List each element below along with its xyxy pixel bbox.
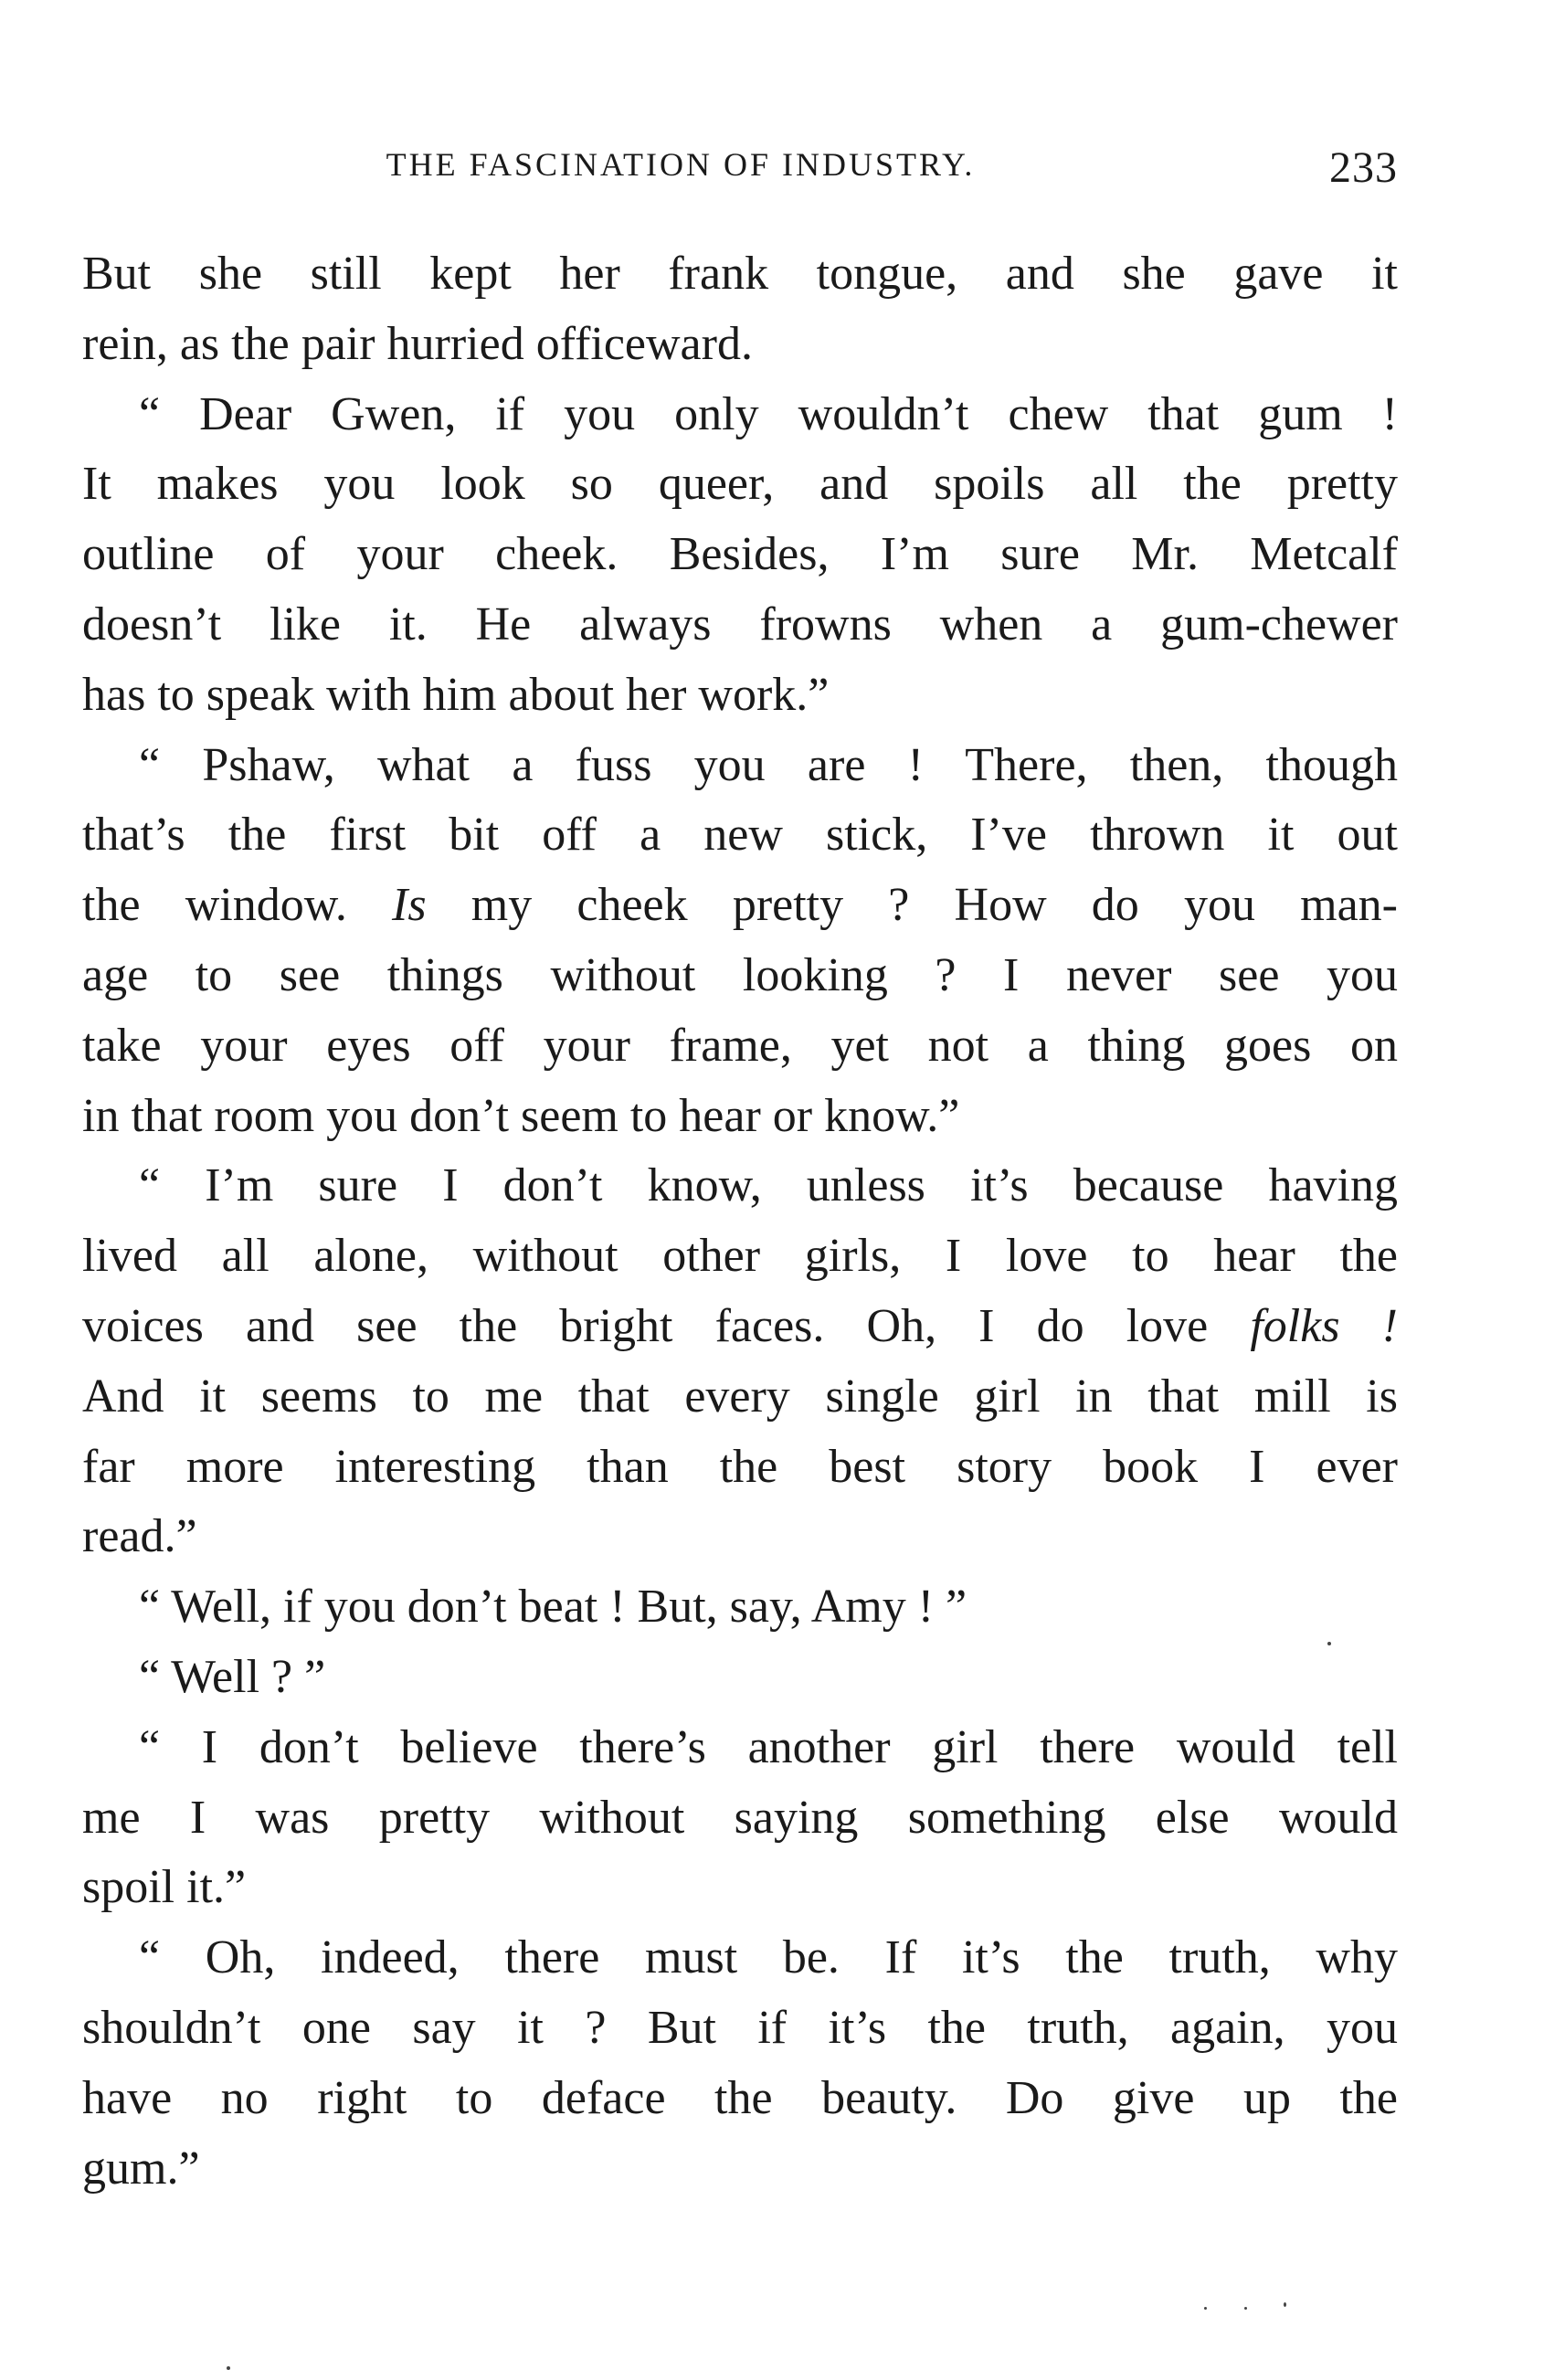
- text-line: the window. Is my cheek pretty ? How do you man-: [82, 879, 1398, 932]
- text-line: voices and see the bright faces. Oh, I do love folks !: [82, 1299, 1398, 1352]
- scan-speck: [1204, 2307, 1207, 2310]
- running-title: THE FASCINATION OF INDUSTRY.: [386, 146, 976, 183]
- text-line: outline of your cheek. Besides, I’m sure Mr. Metcalf: [82, 528, 1398, 581]
- text-line: shouldn’t one say it ? But if it’s the truth, again, you: [82, 2001, 1398, 2054]
- italic-emphasis: Is: [392, 879, 427, 932]
- text-line: But she still kept her frank tongue, and she gave it: [82, 248, 1398, 300]
- text-line: that’s the first bit off a new stick, I’ve thrown it out: [82, 809, 1398, 862]
- text-line: And it seems to me that every single girl in that mill is: [82, 1370, 1398, 1423]
- text-line: far more interesting than the best story book I ever: [82, 1440, 1398, 1493]
- text-line: rein, as the pair hurried officeward.: [82, 317, 753, 370]
- text-line: “ Well ? ”: [139, 1650, 326, 1703]
- scan-speck: [1244, 2307, 1247, 2310]
- text-line: spoil it.”: [82, 1861, 247, 1914]
- italic-emphasis: folks !: [1250, 1299, 1398, 1352]
- text-line: “ Pshaw, what a fuss you are ! There, then, though: [139, 738, 1398, 791]
- running-head: [82, 137, 1398, 192]
- text-line: “ Dear Gwen, if you only wouldn’t chew that gum !: [139, 387, 1398, 440]
- text-line: It makes you look so queer, and spoils all the pretty: [82, 458, 1398, 511]
- text-line: me I was pretty without saying something else would: [82, 1791, 1398, 1844]
- text-line: in that room you don’t seem to hear or know.”: [82, 1089, 960, 1142]
- text-line: have no right to deface the beauty. Do give up the: [82, 2071, 1398, 2124]
- scan-speck: [227, 2366, 230, 2370]
- text-line: “ Oh, indeed, there must be. If it’s the truth, why: [139, 1931, 1398, 1984]
- text-line: age to see things without looking ? I never see you: [82, 948, 1398, 1001]
- text-line: “ I’m sure I don’t know, unless it’s because having: [139, 1159, 1398, 1212]
- text-line: lived all alone, without other girls, I love to hear the: [82, 1230, 1398, 1283]
- page-number: 233: [1329, 143, 1398, 192]
- text-line: has to speak with him about her work.”: [82, 668, 830, 721]
- scan-speck: [1284, 2302, 1286, 2307]
- text-line: take your eyes off your frame, yet not a thing goes on: [82, 1019, 1398, 1072]
- scan-speck: [1327, 1642, 1331, 1645]
- body-text: [82, 239, 1398, 2204]
- text-line: “ I don’t believe there’s another girl there would tell: [139, 1720, 1398, 1773]
- text-line: doesn’t like it. He always frowns when a gum-chewer: [82, 598, 1398, 651]
- text-line: “ Well, if you don’t beat ! But, say, Amy ! ”: [139, 1581, 967, 1634]
- text-line: gum.”: [82, 2142, 200, 2195]
- text-line: read.”: [82, 1510, 197, 1563]
